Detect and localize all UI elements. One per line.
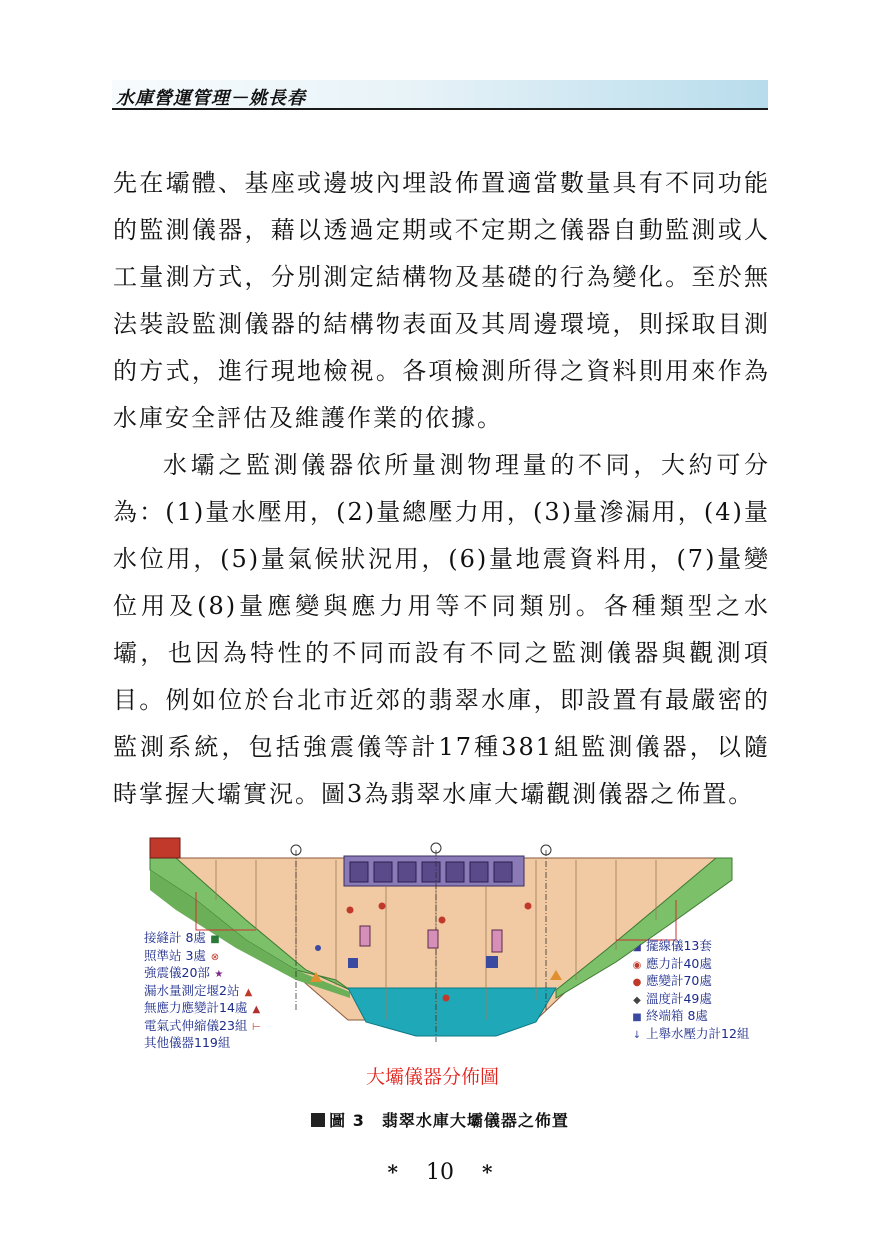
running-header — [112, 80, 768, 110]
legend-left-label: 照準站 3處 — [144, 947, 206, 963]
legend-left-item — [144, 1000, 261, 1018]
legend-left-label: 無應力應變計14處 — [144, 1000, 248, 1015]
legend-right-item — [632, 991, 749, 1009]
stress-meter-icon: ◉ — [632, 959, 642, 971]
legend-left — [144, 930, 261, 1051]
legend-right-label: 終端箱 8處 — [645, 1008, 708, 1023]
legend-left-item — [144, 930, 261, 948]
paragraph-2: 水壩之監測儀器依所量測物理量的不同，大約可分為：(1)量水壓用，(2)量總壓力用，(3)量滲漏用，(4)量水位用，(5)量氣候狀況用，(6)量地震資料用，(7)量變位用及(8)量應變與應力用等不同類別。各種類型之水壩，也因為特性的不同而設有不同之監測儀器與觀測項目。例如位於台北市近郊的翡翠水庫，即設置有最嚴密的監測系統，包括強震儀等計17種381組監測儀器，以隨時掌握大壩實況。圖3為翡翠水庫大壩觀測儀器之佈置。 — [113, 451, 770, 808]
legend-left-item — [144, 1035, 261, 1051]
star-left-icon: * — [387, 1160, 398, 1184]
legend-left-label: 電氣式伸縮儀23組 — [144, 1017, 248, 1033]
figure-title: 大壩儀器分佈圖 — [366, 1066, 500, 1088]
spillway-gates — [350, 862, 512, 882]
caption-square-icon — [311, 1113, 325, 1127]
page-number — [0, 1160, 880, 1185]
legend-right-label: 擺線儀13套 — [645, 938, 712, 953]
strain-meter-icon: ● — [632, 977, 642, 988]
dam-instrument-figure — [136, 830, 750, 1100]
legend-left-label: 接縫計 8處 — [144, 930, 206, 945]
header-title: 水庫營運管理－姚長春 — [116, 88, 306, 109]
left-structure — [150, 838, 180, 858]
legend-right-item — [632, 1008, 749, 1026]
legend-right-item — [632, 938, 749, 956]
seismograph-icon: ★ — [214, 969, 224, 980]
pendulum-icon: ◢ — [633, 942, 641, 953]
legend-left-label: 其他儀器119組 — [144, 1035, 231, 1050]
no-stress-strain-meter-icon: ▲ — [252, 1004, 261, 1015]
page-number-value: 10 — [426, 1160, 454, 1185]
body-text — [113, 160, 770, 818]
uplift-piezometer-icon: ↓ — [632, 1029, 642, 1041]
foundation-water — [348, 988, 556, 1036]
legend-left-label: 強震儀20部 — [144, 965, 210, 980]
caption-label: 圖 3 翡翠水庫大壩儀器之佈置 — [329, 1111, 569, 1130]
legend-right-label: 應力計40處 — [645, 955, 712, 971]
legend-right-item — [632, 956, 749, 974]
legend-right — [632, 938, 749, 1043]
joint-meter-icon: ■ — [210, 934, 220, 945]
sighting-station-icon: ⊗ — [210, 951, 220, 963]
figure-caption — [0, 1108, 880, 1131]
legend-right-label: 應變計70處 — [645, 973, 712, 988]
legend-left-item — [144, 948, 261, 966]
legend-right-item — [632, 973, 749, 991]
paragraph-1: 先在壩體、基座或邊坡內埋設佈置適當數量具有不同功能的監測儀器，藉以透過定期或不定期之儀器自動監測或人工量測方式，分別測定結構物及基礎的行為變化。至於無法裝設監測儀器的結構物表面及其周邊環境，則採取目測的方式，進行現地檢視。各項檢測所得之資料則用來作為水庫安全評估及維護作業的依據。 — [113, 169, 770, 432]
legend-left-item — [144, 965, 261, 983]
legend-right-label: 上舉水壓力計12組 — [645, 1025, 750, 1041]
legend-left-item — [144, 983, 261, 1001]
extensometer-icon: ⊢ — [252, 1021, 261, 1033]
weir-icon: ▲ — [244, 986, 253, 998]
legend-right-item — [632, 1026, 749, 1044]
legend-left-item — [144, 1018, 261, 1036]
legend-left-label: 漏水量測定堰2站 — [144, 982, 240, 998]
terminal-box-icon: ■ — [632, 1012, 642, 1023]
legend-right-label: 溫度計49處 — [645, 990, 712, 1006]
star-right-icon: * — [482, 1160, 493, 1184]
thermometer-icon: ◆ — [633, 994, 641, 1006]
